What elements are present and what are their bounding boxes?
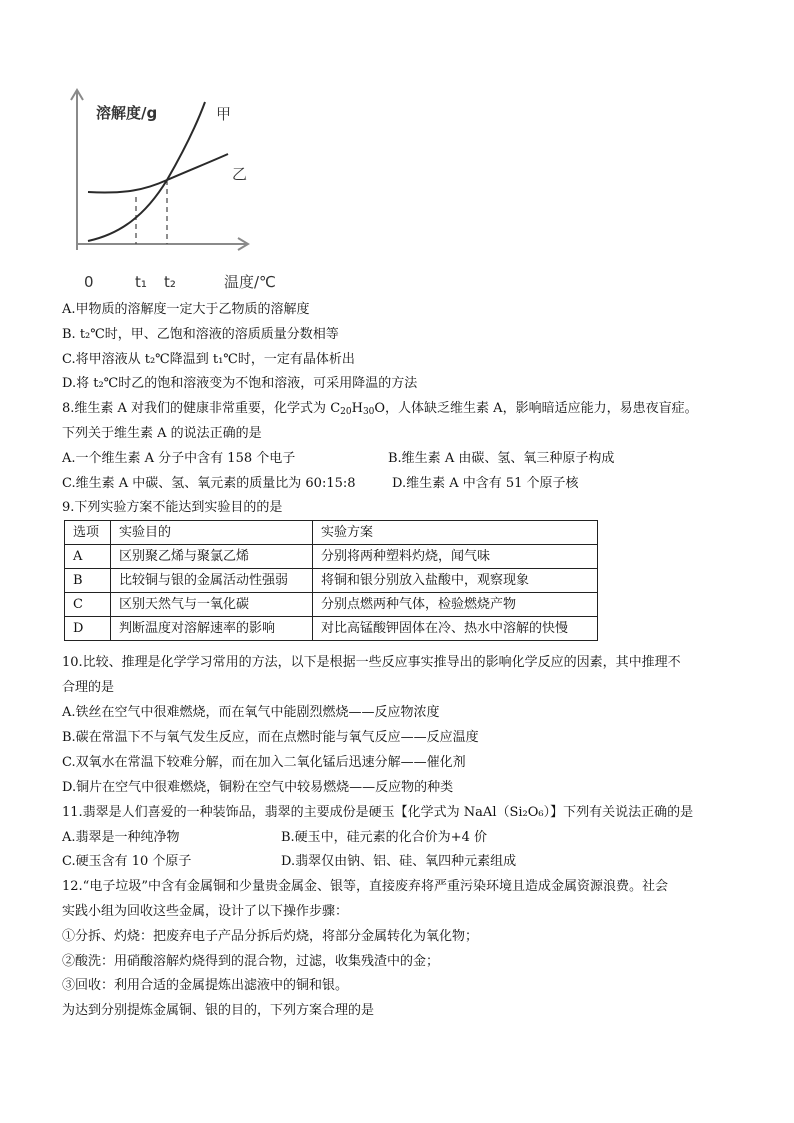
q7-option-b: B. t₂℃时，甲、乙饱和溶液的溶质质量分数相等	[62, 327, 339, 342]
table-cell: 比较铜与银的金属活动性强弱	[111, 569, 313, 593]
origin-label: 0	[84, 273, 94, 291]
table-cell: A	[65, 545, 111, 569]
table-cell: 区别聚乙烯与聚氯乙烯	[111, 545, 313, 569]
q10-stem-line1: 10.比较、推理是化学学习常用的方法，以下是根据一些反应事实推导出的影响化学反应的因素，其中推理不	[62, 655, 681, 670]
q7-option-c: C.将甲溶液从 t₂℃降温到 t₁℃时，一定有晶体析出	[62, 352, 355, 367]
q11-option-c: C.硬玉含有 10 个原子	[62, 854, 192, 869]
q11-option-b: B.硬玉中，硅元素的化合价为+4 价	[281, 830, 487, 845]
q8-options-row2	[62, 476, 742, 498]
table-row	[65, 545, 598, 569]
table-row	[65, 593, 598, 617]
q10-option-b: B.碳在常温下不与氧气发生反应，而在点燃时能与氧气反应——反应温度	[62, 730, 479, 745]
curve-yi-label: 乙	[232, 165, 248, 183]
q11-option-d: D.翡翠仅由钠、铝、硅、氧四种元素组成	[281, 854, 517, 869]
t1-label: t₁	[135, 273, 147, 291]
q11-option-a: A.翡翠是一种纯净物	[62, 830, 180, 845]
q8-options-row1	[62, 451, 742, 473]
q11-stem: 11.翡翠是人们喜爱的一种装饰品，翡翠的主要成份是硬玉【化学式为 NaAl（Si₂O₆）】下列有关说法正确的是	[62, 805, 694, 820]
table-row	[65, 617, 598, 641]
q12-step3: ③回收：利用合适的金属提炼出滤液中的铜和银。	[62, 978, 349, 993]
q10-stem-line2: 合理的是	[62, 680, 115, 695]
table-cell: 对比高锰酸钾固体在冷、热水中溶解的快慢	[313, 617, 598, 641]
table-cell: 分别将两种塑料灼烧，闻气味	[313, 545, 598, 569]
table-cell: 判断温度对溶解速率的影响	[111, 617, 313, 641]
q12-stem-line1: 12.“电子垃圾”中含有金属铜和少量贵金属金、银等，直接废弃将严重污染环境且造成金属资源浪费。社会	[62, 879, 668, 894]
q10-option-d: D.铜片在空气中很难燃烧，铜粉在空气中较易燃烧——反应物的种类	[62, 780, 454, 795]
q8-option-c: C.维生素 A 中碳、氢、氧元素的质量比为 60:15:8	[62, 476, 356, 491]
q10-option-a: A.铁丝在空气中很难燃烧，而在氧气中能剧烈燃烧——反应物浓度	[62, 705, 440, 720]
t2-label: t₂	[164, 273, 176, 291]
header-cell: 实验目的	[111, 521, 313, 545]
q10-option-c: C.双氧水在常温下较难分解，而在加入二氧化锰后迅速分解——催化剂	[62, 755, 466, 770]
q8-stem-line1: 8.维生素 A 对我们的健康非常重要，化学式为 $C_{20}H_{30}O$，人体缺乏维生素 A，影响暗适应能力，易患夜盲症。	[62, 401, 698, 417]
header-cell: 实验方案	[313, 521, 598, 545]
q9-table	[64, 520, 598, 641]
solubility-graph	[60, 84, 300, 294]
table-cell: B	[65, 569, 111, 593]
curve-yi	[88, 154, 228, 193]
q8-option-a: A.一个维生素 A 分子中含有 158 个电子	[62, 451, 296, 466]
y-axis-label: 溶解度/g	[96, 104, 158, 122]
q12-step2: ②酸洗：用硝酸溶解灼烧得到的混合物，过滤，收集残渣中的金；	[62, 954, 440, 969]
x-axis-label: 温度/℃	[224, 273, 276, 291]
table-cell: 将铜和银分别放入盐酸中，观察现象	[313, 569, 598, 593]
table-cell: 区别天然气与一氧化碳	[111, 593, 313, 617]
q11-options-row2	[62, 854, 742, 876]
q7-option-a: A.甲物质的溶解度一定大于乙物质的溶解度	[62, 302, 310, 317]
table-cell: D	[65, 617, 111, 641]
table-header-row	[65, 521, 598, 545]
q12-step1: ①分拆、灼烧：把废弃电子产品分拆后灼烧，将部分金属转化为氧化物；	[62, 929, 479, 944]
curve-jia-label: 甲	[216, 105, 232, 123]
q12-question: 为达到分别提炼金属铜、银的目的，下列方案合理的是	[62, 1003, 375, 1018]
q8-option-b: B.维生素 A 由碳、氢、氧三种原子构成	[388, 451, 615, 466]
q9-stem: 9.下列实验方案不能达到实验目的的是	[62, 500, 283, 515]
q12-stem-line2: 实践小组为回收这些金属，设计了以下操作步骤：	[62, 904, 349, 919]
table-cell: C	[65, 593, 111, 617]
q7-option-d: D.将 t₂℃时乙的饱和溶液变为不饱和溶液，可采用降温的方法	[62, 376, 418, 391]
q8-stem-line2: 下列关于维生素 A 的说法正确的是	[62, 426, 262, 441]
q8-option-d: D.维生素 A 中含有 51 个原子核	[392, 476, 579, 491]
table-cell: 分别点燃两种气体，检验燃烧产物	[313, 593, 598, 617]
q11-options-row1	[62, 830, 742, 852]
table-row	[65, 569, 598, 593]
header-cell: 选项	[65, 521, 111, 545]
